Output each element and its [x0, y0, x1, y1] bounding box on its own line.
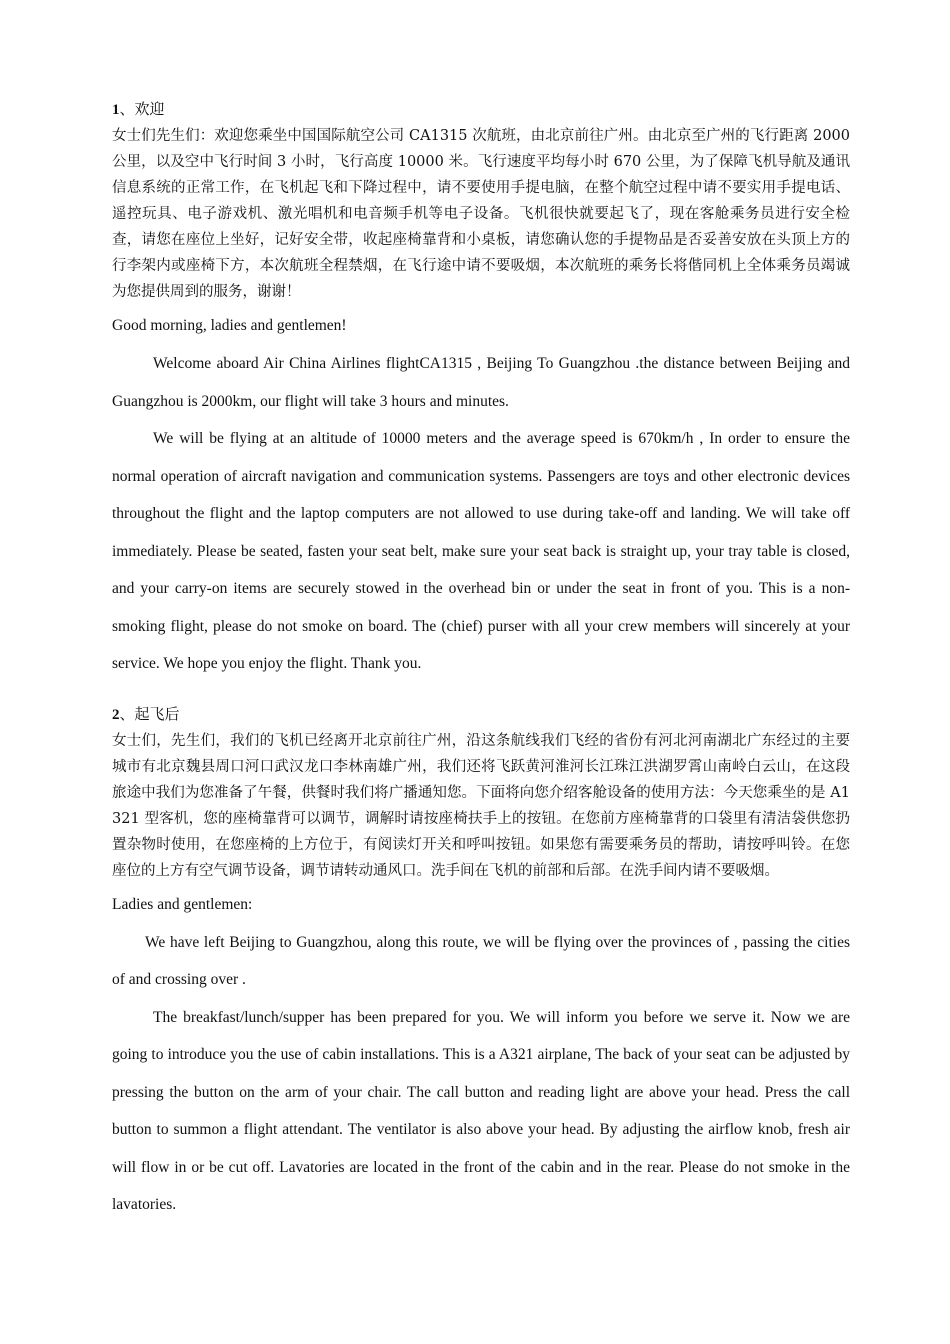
english-paragraph: We have left Beijing to Guangzhou, along this route, we will be flying over the provinces of , passing the cities of and crossing over .: [112, 933, 850, 988]
english-paragraph: We will be flying at an altitude of 10000 meters and the average speed is 670km/h , In order to ensure the normal operation of aircraft navigation and communication systems. Passengers are toys and other electronic devices throughout the flight and the laptop computers are not allowed to use during take-off and landing. We will take off immediately. Please be seated, fasten your seat belt, make sure your seat back is straight up, your tray table is closed, and your carry-on items are securely stowed in the overhead bin or under the seat in front of you. This is a non-smoking flight, please do not smoke on board. The (chief) purser with all your crew members will sincerely at your service. We hope you enjoy the flight. Thank you.: [112, 430, 850, 672]
section-title: 、起飞后: [119, 704, 180, 723]
section-number: 2: [112, 706, 120, 723]
english-greeting: Good morning, ladies and gentlemen!: [112, 317, 347, 334]
section-number: 1: [112, 102, 120, 118]
section-after-takeoff: [112, 701, 850, 1224]
section-title: 、欢迎: [119, 100, 165, 118]
english-paragraph: The breakfast/lunch/supper has been prepared for you. We will inform you before we serve it. Now we are going to introduce you the use of cabin installations. This is a A321 airplane, The back of your seat can be adjusted by pressing the button on the arm of your chair. The call button and reading light are above your head. Press the call button to summon a flight attendant. The ventilator is also above your head. By adjusting the airflow knob, fresh air will flow in or be cut off. Lavatories are located in the front of the cabin and in the rear. Please do not smoke in the lavatories.: [112, 1008, 850, 1213]
english-paragraph: Welcome aboard Air China Airlines flightCA1315 , Beijing To Guangzhou .the distance between Beijing and Guangzhou is 2000km, our flight will take 3 hours and minutes.: [112, 355, 850, 410]
document-page: [112, 96, 850, 1224]
section-heading: [112, 96, 850, 123]
chinese-paragraph: 女士们先生们：欢迎您乘坐中国国际航空公司 CA1315 次航班，由北京前往广州。由北京至广州的飞行距离 2000 公里，以及空中飞行时间 3 小时，飞行高度 10000 米。飞行速度平均每小时 670 公里，为了保障飞机导航及通讯信息系统的正常工作，在飞机起飞和下降过程中，请不要使用手提电脑，在整个航空过程中请不要实用手提电话、遥控玩具、电子游戏机、激光唱机和电音频手机等电子设备。飞机很快就要起飞了，现在客舱乘务员进行安全检查，请您在座位上坐好，记好安全带，收起座椅靠背和小桌板，请您确认您的手提物品是否妥善安放在头顶上方的行李架内或座椅下方，本次航班全程禁烟，在飞行途中请不要吸烟，本次航班的乘务长将偕同机上全体乘务员竭诚为您提供周到的服务，谢谢！: [112, 128, 850, 300]
chinese-paragraph: 女士们，先生们，我们的飞机已经离开北京前往广州，沿这条航线我们飞经的省份有河北河南湖北广东经过的主要城市有北京魏县周口河口武汉龙口李林南雄广州，我们还将飞跃黄河淮河长江珠江洪湖罗霄山南岭白云山，在这段旅途中我们为您准备了午餐，供餐时我们将广播通知您。下面将向您介绍客舱设备的使用方法：今天您乘坐的是 A1321 型客机，您的座椅靠背可以调节，调解时请按座椅扶手上的按钮。在您前方座椅靠背的口袋里有清洁袋供您扔置杂物时使用，在您座椅的上方位于，有阅读灯开关和呼叫按钮。如果您有需要乘务员的帮助，请按呼叫铃。在您座位的上方有空气调节设备，调节请转动通风口。洗手间在飞机的前部和后部。在洗手间内请不要吸烟。: [112, 732, 850, 879]
english-greeting: Ladies and gentlemen:: [112, 895, 253, 913]
section-heading: [112, 701, 850, 728]
section-welcome: [112, 96, 850, 683]
